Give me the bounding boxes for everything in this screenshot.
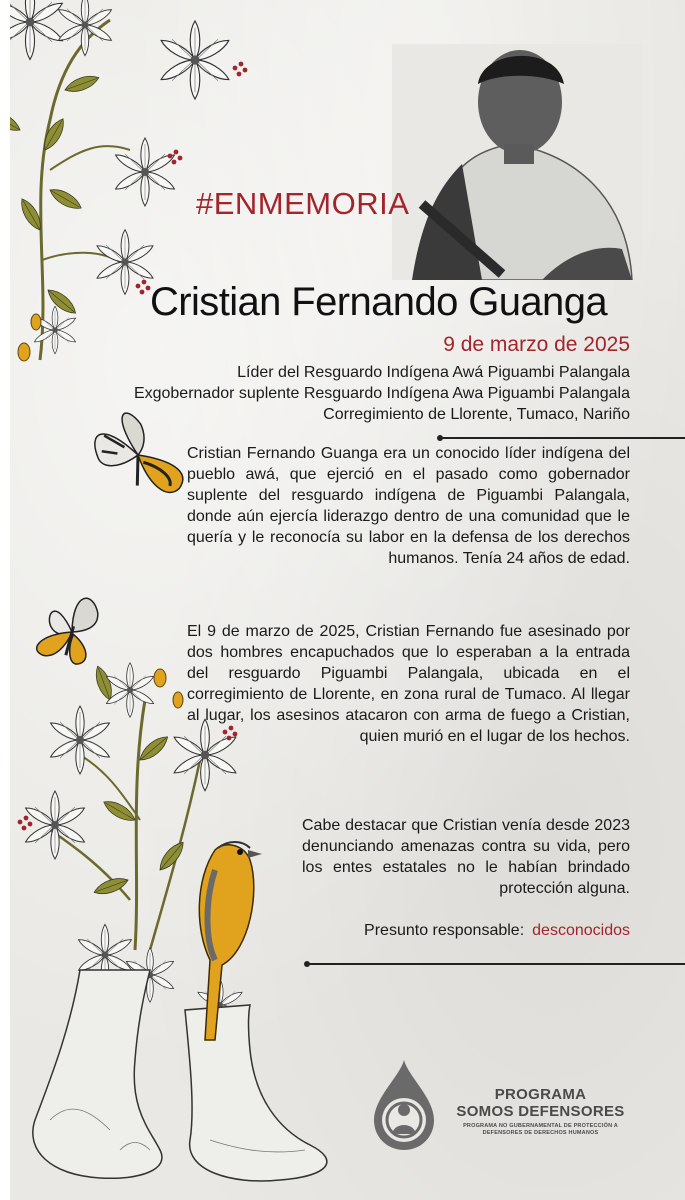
paragraph-bio: Cristian Fernando Guanga era un conocido líder indígena del pueblo awá, que ejerció en el pasado como gobernador suplente del resguardo indígena de Piguambi Palangala, donde aún ejercía liderazgo dentro de una comunidad que le quería y le reconocía su labor en la defensa de los derechos humanos. Tenía 24 años de edad. [187, 445, 630, 567]
divider-dot [437, 435, 443, 441]
role-line: Exgobernador suplente Resguardo Indígena Awa Piguambi Palangala [133, 385, 630, 402]
hashtag-title: #ENMEMORIA [196, 186, 410, 221]
logo-line2: SOMOS DEFENSORES [456, 1103, 625, 1120]
paragraph-threats: Cabe destacar que Cristian venía desde 2023 denunciando amenazas contra su vida, pero los entes estatales no le habían brindado protección alguna. [302, 817, 630, 897]
divider-dot [304, 961, 310, 967]
role-line: Corregimiento de Llorente, Tumaco, Nariño [323, 406, 630, 423]
feet-illustration [33, 970, 327, 1181]
divider-bottom [307, 963, 685, 965]
paragraph-events: El 9 de marzo de 2025, Cristian Fernando fue asesinado por dos hombres encapuchados que lo esperaban a la entrada del resguardo Piguambi Palangala, ubicada en el corregimiento de Llorente, en zona rural de Tumaco. Al llegar al lugar, los asesinos atacaron con arma de fuego a Cristian, quien murió en el lugar de los hechos. [187, 623, 630, 745]
butterfly-illustration [35, 589, 102, 666]
somos-defensores-logo [368, 1058, 638, 1153]
portrait-image [392, 44, 642, 280]
person-photo [392, 44, 642, 280]
divider-top [440, 437, 685, 439]
logo-line3: PROGRAMA NO GUBERNAMENTAL DE PROTECCIÓN A DEFENSORES DE DERECHOS HUMANOS [463, 1123, 618, 1136]
event-date: 9 de marzo de 2025 [443, 333, 630, 356]
logo-text [443, 1086, 638, 1137]
role-line: Líder del Resguardo Indígena Awá Piguambi Palangala [237, 364, 630, 381]
responsible-line [310, 922, 630, 940]
responsible-label: Presunto responsable: [364, 922, 525, 939]
responsible-value: desconocidos [532, 922, 630, 939]
memorial-poster [10, 0, 685, 1200]
person-name: Cristian Fernando Guanga [150, 280, 607, 324]
logo-drop-icon [368, 1058, 440, 1153]
logo-line1: PROGRAMA [494, 1086, 587, 1103]
roles-list [90, 362, 630, 425]
